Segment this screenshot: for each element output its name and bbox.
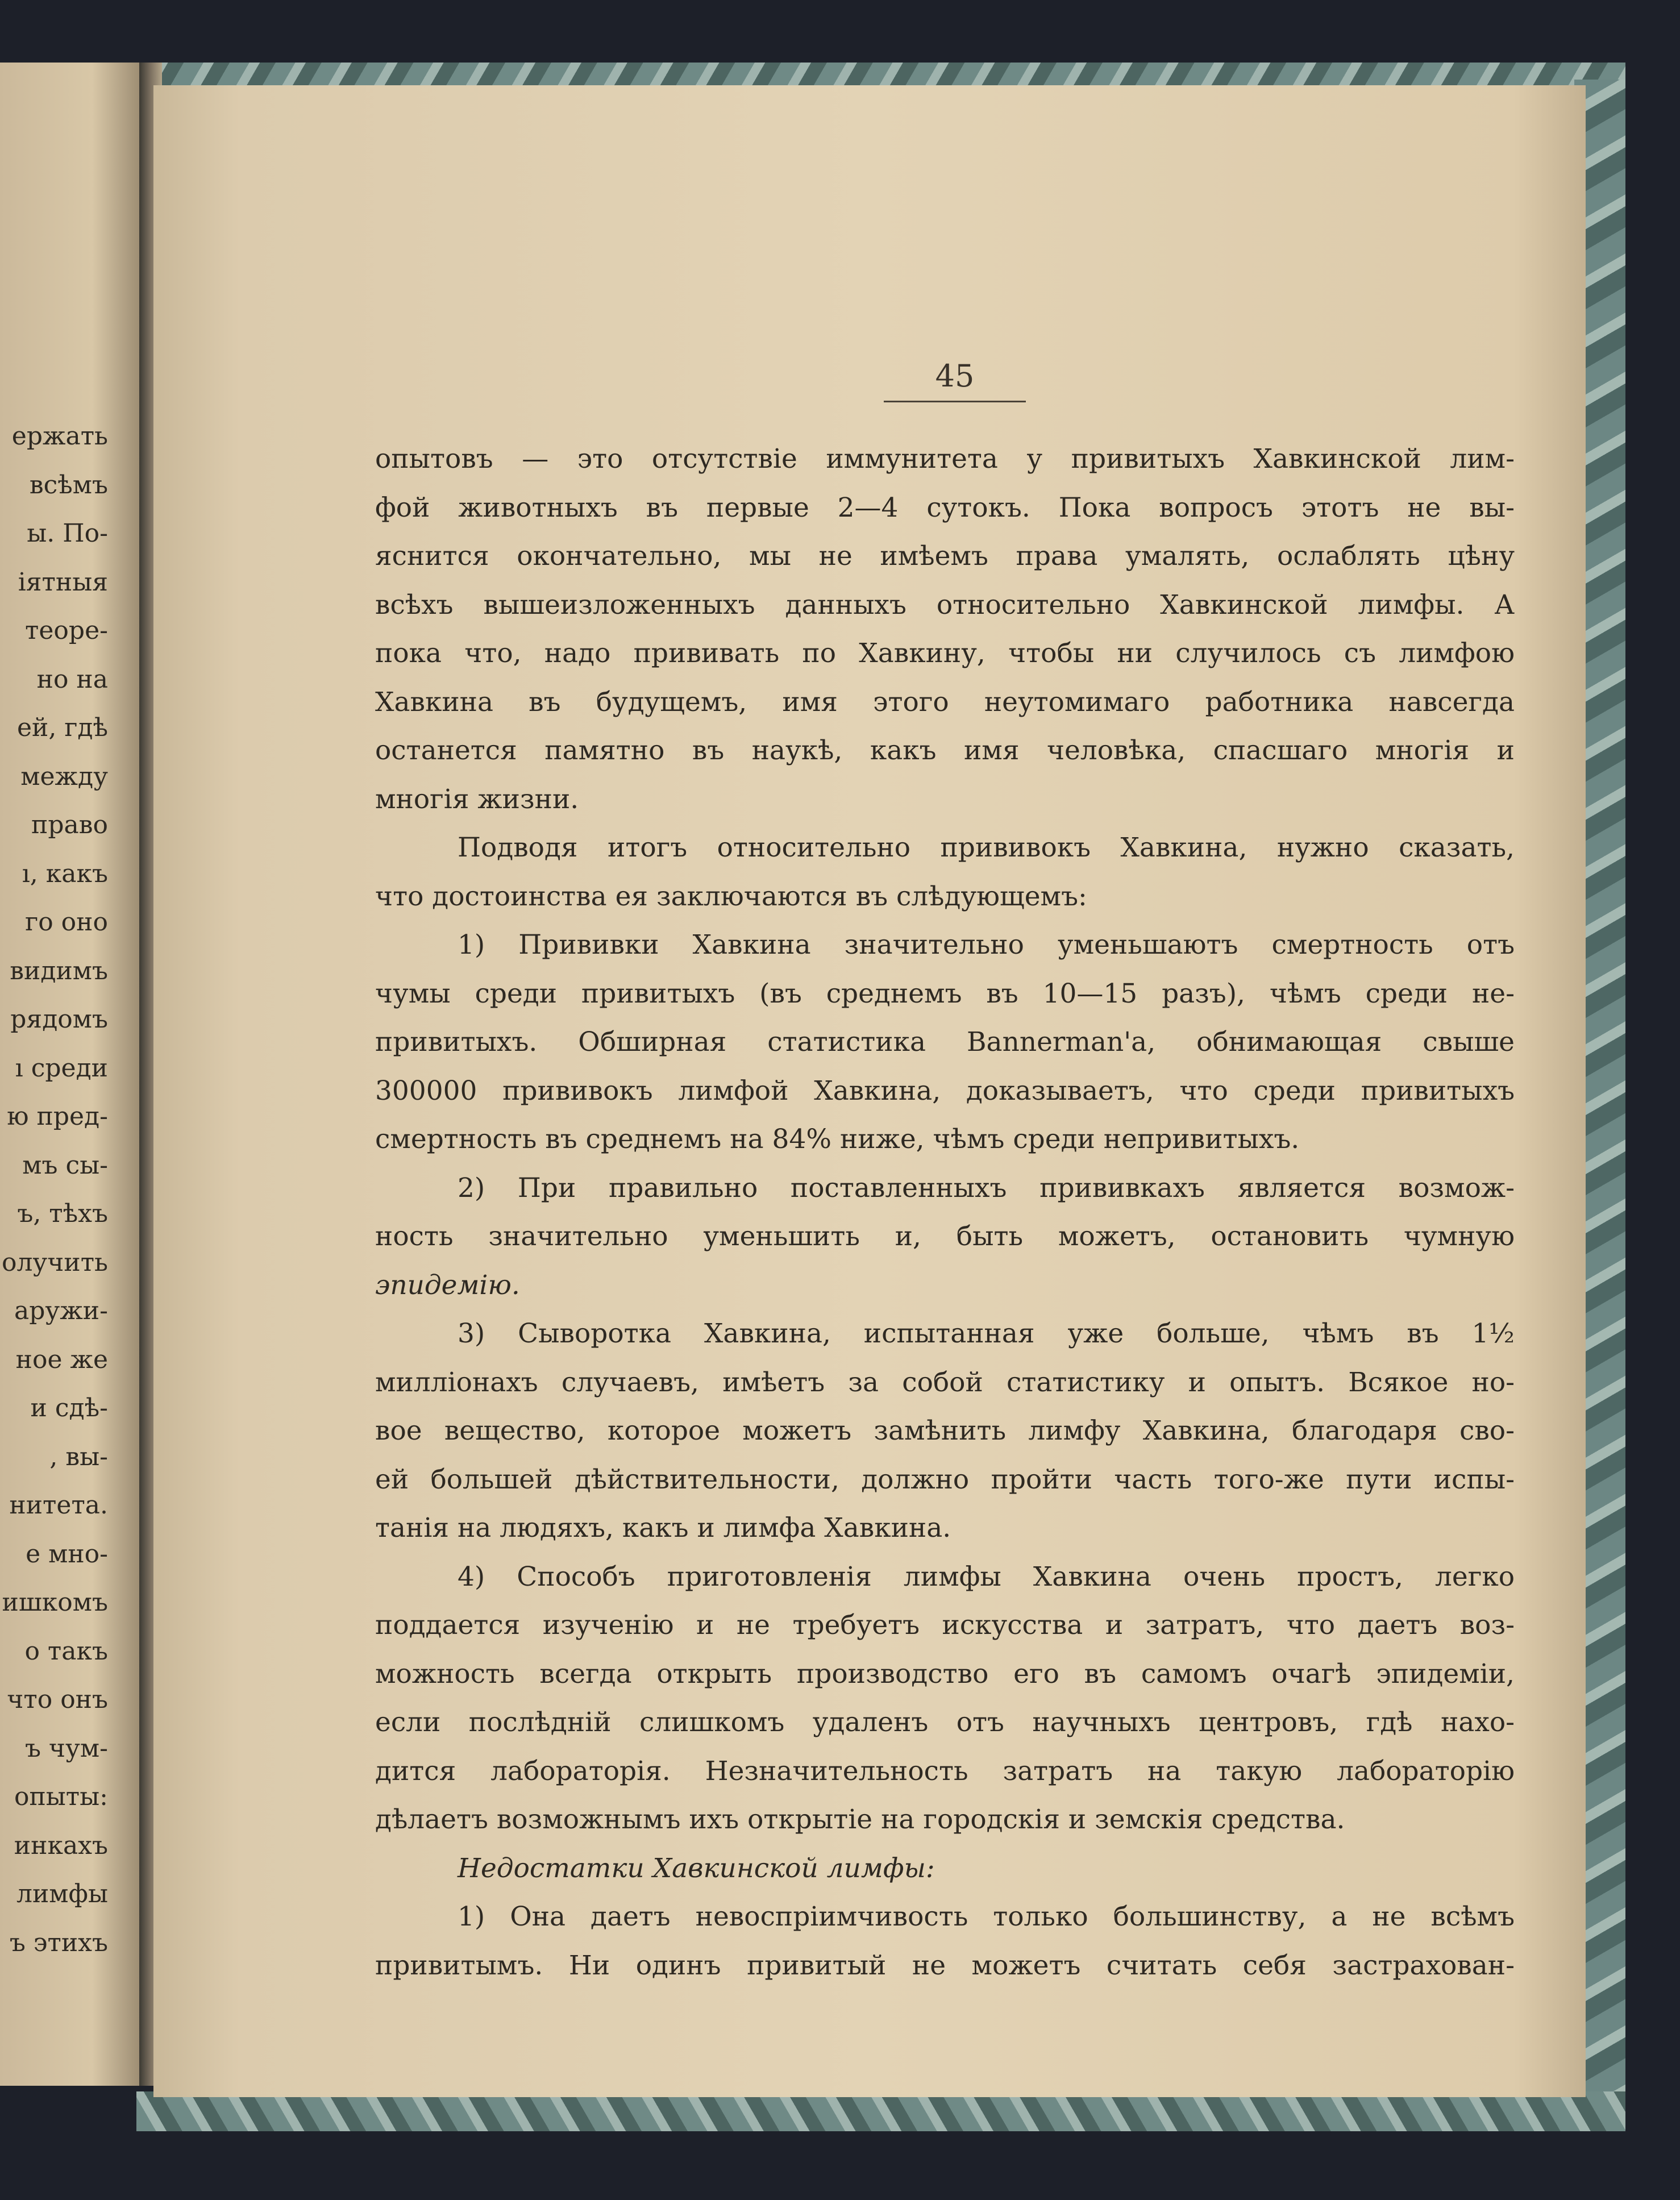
left-text-line: ы. По- <box>27 519 108 548</box>
left-text-line: теоре- <box>25 616 108 645</box>
left-text-line: ю пред- <box>7 1102 108 1131</box>
text-line: ей большей дѣйствительности, должно пройти часть того-же пути испы- <box>375 1463 1515 1495</box>
text-line: 300000 прививокъ лимфой Хавкина, доказываетъ, что среди привитыхъ <box>375 1075 1515 1107</box>
left-text-line: ı среди <box>15 1053 108 1083</box>
left-text-line: и сдѣ- <box>30 1394 108 1423</box>
text-line: останется памятно въ наукѣ, какъ имя человѣка, спасшаго многія и <box>375 735 1515 766</box>
left-text-line: е мно- <box>26 1539 108 1569</box>
text-line: смертность въ среднемъ на 84% ниже, чѣмъ среди непривитыхъ. <box>375 1124 1300 1155</box>
left-text-line: , вы- <box>49 1442 108 1471</box>
left-text-line: право <box>31 810 108 839</box>
book-spread <box>0 63 1625 2131</box>
left-text-line: ей, гдѣ <box>16 713 108 742</box>
left-text-line: мъ сы- <box>22 1150 108 1180</box>
text-line: 3) Сыворотка Хавкина, испытанная уже больше, чѣмъ въ 1½ <box>458 1318 1515 1349</box>
text-line: танія на людяхъ, какъ и лимфа Хавкина. <box>375 1512 951 1544</box>
text-line: 4) Способъ приготовленія лимфы Хавкина очень простъ, легко <box>458 1561 1515 1592</box>
left-text-line: что онъ <box>7 1685 108 1714</box>
left-text-line: ержать <box>11 422 108 451</box>
left-text-line: ъ чум- <box>24 1733 108 1763</box>
text-line: если послѣдній слишкомъ удаленъ отъ научныхъ центровъ, гдѣ нахо- <box>375 1707 1515 1738</box>
left-text-line: видимъ <box>10 956 108 985</box>
text-line: дѣлаетъ возможнымъ ихъ открытіе на городскія и земскія средства. <box>375 1804 1345 1835</box>
left-text-line: ъ, тѣхъ <box>17 1199 108 1228</box>
text-line: чумы среди привитыхъ (въ среднемъ въ 10—15 разъ), чѣмъ среди не- <box>375 978 1515 1009</box>
left-text-line: іятныя <box>18 567 108 597</box>
left-text-line: ишкомъ <box>2 1588 108 1617</box>
text-line: всѣхъ вышеизложенныхъ данныхъ относительно Хавкинской лимфы. А <box>375 589 1515 621</box>
left-text-line: олучить <box>1 1247 108 1277</box>
page-body-text <box>375 435 1515 1990</box>
right-page <box>153 85 1586 2097</box>
text-line: фой животныхъ въ первые 2—4 сутокъ. Пока вопросъ этотъ не вы- <box>375 492 1515 523</box>
text-line: опытовъ — это отсутствіе иммунитета у привитыхъ Хавкинской лим- <box>375 443 1515 475</box>
text-line: поддается изученію и не требуетъ искусства и затратъ, что даетъ воз- <box>375 1610 1515 1641</box>
left-text-line: ное же <box>15 1345 108 1374</box>
text-line: ность значительно уменьшить и, быть можетъ, остановить чумную <box>375 1221 1515 1252</box>
text-line: что достоинства ея заключаются въ слѣдующемъ: <box>375 880 1087 912</box>
text-line: Хавкина въ будущемъ, имя этого неутомимаго работника навсегда <box>375 686 1515 718</box>
left-text-line: го оно <box>25 908 108 937</box>
page-number-rule <box>884 401 1026 402</box>
left-text-line: рядомъ <box>10 1005 108 1034</box>
text-line: привитыхъ. Обширная статистика Bannerman'a, обнимающая свыше <box>375 1026 1515 1058</box>
text-line: вое вещество, которое можетъ замѣнить лимфу Хавкина, благодаря сво- <box>375 1415 1515 1446</box>
left-page <box>0 63 153 2086</box>
page-number: 45 <box>935 358 975 394</box>
text-line: эпидемію. <box>375 1269 520 1301</box>
text-line: привитымъ. Ни одинъ привитый не можетъ считать себя застрахован- <box>375 1949 1515 1981</box>
text-line: 2) При правильно поставленныхъ прививкахъ является возмож- <box>458 1172 1515 1204</box>
text-line: 1) Прививки Хавкина значительно уменьшаютъ смертность отъ <box>458 929 1515 960</box>
text-line: Недостатки Хавкинской лимфы: <box>458 1852 935 1884</box>
left-text-line: ı, какъ <box>22 859 108 888</box>
left-text-line: лимфы <box>16 1879 108 1908</box>
left-text-line: инкахъ <box>14 1831 108 1860</box>
text-line: Подводя итогъ относительно прививокъ Хавкина, нужно сказать, <box>458 832 1515 863</box>
left-text-line: ъ этихъ <box>9 1928 108 1957</box>
left-text-line: но на <box>36 664 108 694</box>
text-line: яснится окончательно, мы не имѣемъ права умалять, ослаблять цѣну <box>375 540 1515 572</box>
left-text-line: нитета. <box>9 1491 108 1520</box>
text-line: пока что, надо прививать по Хавкину, чтобы ни случилось съ лимфою <box>375 638 1515 669</box>
left-text-line: опыты: <box>14 1782 108 1811</box>
text-line: миллiонахъ случаевъ, имѣетъ за собой статистику и опытъ. Всякое но- <box>375 1366 1515 1398</box>
left-text-line: всѣмъ <box>29 470 108 500</box>
left-page-text <box>0 412 108 1967</box>
text-line: многія жизни. <box>375 783 579 815</box>
cover-bottom-edge <box>136 2091 1625 2131</box>
text-line: дится лабораторія. Незначительность затратъ на такую лабораторію <box>375 1755 1515 1787</box>
text-line: можность всегда открыть производство его въ самомъ очагѣ эпидеміи, <box>375 1658 1515 1690</box>
text-line: 1) Она даетъ невоспріимчивость только большинству, а не всѣмъ <box>458 1901 1515 1932</box>
left-text-line: о такъ <box>24 1636 108 1666</box>
left-text-line: аружи- <box>14 1296 108 1325</box>
left-text-line: между <box>20 762 108 791</box>
